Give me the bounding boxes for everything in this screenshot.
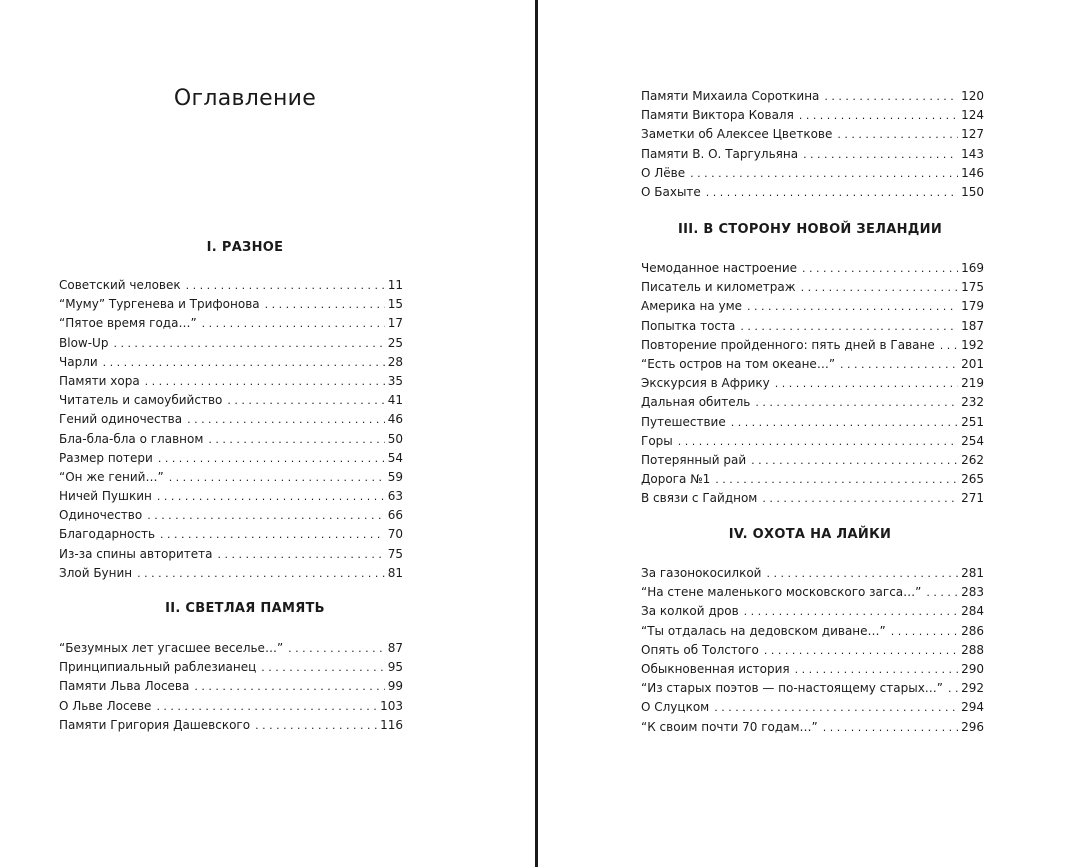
- toc-entry-page-number: 201: [961, 356, 984, 371]
- toc-entry-title: “Из старых поэтов — по-настоящему старых…”: [641, 681, 944, 696]
- toc-entry-title: Размер потери: [59, 450, 153, 465]
- toc-entry-page-number: 28: [387, 354, 403, 369]
- dot-leader: [799, 106, 958, 125]
- dot-leader: [762, 489, 958, 508]
- toc-entry-page-number: 63: [387, 489, 403, 504]
- toc-title: Оглавление: [173, 86, 317, 111]
- toc-entry-page-number: 294: [961, 700, 984, 715]
- toc-entry: [59, 372, 403, 391]
- toc-entry-title: Из-за спины авторитета: [59, 546, 213, 561]
- toc-entry: [641, 374, 984, 393]
- dot-leader: [288, 639, 385, 658]
- toc-entry-title: О Лёве: [641, 165, 686, 180]
- toc-entry: [641, 183, 984, 202]
- toc-entry-title: О Слуцком: [641, 700, 710, 715]
- dot-leader: [706, 183, 958, 202]
- dot-leader: [837, 125, 958, 144]
- toc-entry: [641, 489, 984, 508]
- toc-entry: [59, 545, 403, 564]
- toc-entry: [59, 564, 403, 583]
- dot-leader: [802, 259, 958, 278]
- toc-entry-page-number: 127: [961, 127, 984, 142]
- toc-entry-title: “Пятое время года…”: [59, 316, 197, 331]
- toc-entry-title: Памяти Виктора Коваля: [641, 108, 794, 123]
- toc-entry-page-number: 87: [387, 641, 403, 655]
- toc-entry-title: Повторение пройденного: пять дней в Гаване: [641, 337, 935, 352]
- toc-entry-title: Горы: [641, 433, 673, 448]
- toc-entry: [59, 639, 403, 658]
- dot-leader: [824, 87, 958, 106]
- toc-entry-page-number: 286: [961, 623, 984, 638]
- toc-entry-page-number: 146: [961, 165, 984, 180]
- toc-entry-page-number: 254: [961, 433, 984, 448]
- toc-entry: [641, 164, 984, 183]
- dot-leader: [261, 658, 384, 677]
- toc-entry-page-number: 175: [961, 280, 984, 295]
- dot-leader: [801, 278, 959, 297]
- toc-entry-page-number: 284: [961, 604, 984, 619]
- dot-leader: [202, 314, 385, 333]
- right-page: [540, 0, 1076, 867]
- dot-leader: [160, 525, 385, 544]
- dot-leader: [187, 410, 385, 429]
- toc-entry: [59, 353, 403, 372]
- dot-leader: [715, 470, 958, 489]
- toc-entry: [59, 314, 403, 333]
- toc-entry: [641, 432, 984, 451]
- toc-entry: [641, 698, 984, 717]
- toc-entry-page-number: 35: [387, 373, 403, 388]
- toc-entry: [641, 278, 984, 297]
- toc-entry-title: Бла-бла-бла о главном: [59, 431, 204, 446]
- toc-entry-title: “Муму” Тургенева и Трифонова: [59, 297, 260, 312]
- dot-leader: [218, 545, 385, 564]
- toc-entry: [59, 468, 403, 487]
- toc-entry: [641, 145, 984, 164]
- section-1-entries: [59, 276, 403, 583]
- toc-entry-title: Советский человек: [59, 278, 181, 292]
- toc-entry: [59, 525, 403, 544]
- toc-entry-title: “Он же гений…”: [59, 469, 164, 484]
- toc-entry-title: Потерянный рай: [641, 452, 747, 467]
- book-spine: [535, 0, 538, 867]
- dot-leader: [731, 413, 958, 432]
- toc-entry-page-number: 120: [961, 89, 984, 103]
- toc-entry: [59, 716, 403, 735]
- dot-leader: [678, 432, 958, 451]
- toc-entry-page-number: 75: [387, 546, 403, 561]
- toc-entry-title: О Бахыте: [641, 184, 701, 199]
- dot-leader: [747, 297, 958, 316]
- toc-entry-title: Дорога №1: [641, 472, 711, 487]
- toc-entry-page-number: 292: [961, 681, 984, 696]
- toc-entry-title: Путешествие: [641, 414, 726, 429]
- dot-leader: [255, 716, 377, 735]
- toc-entry-page-number: 124: [961, 108, 984, 123]
- dot-leader: [113, 334, 384, 353]
- toc-entry: [641, 679, 984, 698]
- toc-entry-title: Читатель и самоубийство: [59, 393, 223, 408]
- toc-entry-title: Опять об Толстого: [641, 642, 759, 657]
- toc-entry: [59, 391, 403, 410]
- toc-entry: [641, 106, 984, 125]
- toc-entry: [59, 449, 403, 468]
- toc-entry-page-number: 169: [961, 261, 984, 275]
- toc-entry: [641, 125, 984, 144]
- toc-entry: [59, 658, 403, 677]
- toc-entry: [59, 487, 403, 506]
- section-heading-2: II. СВЕТЛАЯ ПАМЯТЬ: [165, 601, 325, 616]
- toc-entry: [641, 413, 984, 432]
- toc-entry-title: За колкой дров: [641, 604, 739, 619]
- toc-entry-page-number: 192: [961, 337, 984, 352]
- section-heading-1: I. РАЗНОЕ: [206, 240, 284, 255]
- dot-leader: [690, 164, 958, 183]
- toc-entry-page-number: 81: [387, 565, 403, 580]
- toc-entry-title: Ничей Пушкин: [59, 489, 152, 504]
- dot-leader: [227, 391, 384, 410]
- toc-entry-title: Америка на уме: [641, 299, 743, 314]
- dot-leader: [803, 145, 958, 164]
- toc-entry-title: Писатель и километраж: [641, 280, 796, 295]
- dot-leader: [158, 449, 385, 468]
- toc-entry-page-number: 251: [961, 414, 984, 429]
- toc-entry-page-number: 290: [961, 661, 984, 676]
- toc-entry: [641, 470, 984, 489]
- dot-leader: [156, 697, 377, 716]
- toc-entry-title: О Льве Лосеве: [59, 698, 152, 713]
- toc-entry-page-number: 116: [380, 717, 403, 732]
- toc-entry-page-number: 150: [961, 184, 984, 199]
- section-heading-3: III. В СТОРОНУ НОВОЙ ЗЕЛАНДИИ: [677, 222, 943, 237]
- toc-entry: [59, 697, 403, 716]
- dot-leader: [795, 660, 958, 679]
- dot-leader: [891, 622, 958, 641]
- toc-entry-page-number: 59: [387, 469, 403, 484]
- dot-leader: [145, 372, 385, 391]
- dot-leader: [766, 564, 958, 583]
- toc-entry: [59, 276, 403, 295]
- toc-entry-page-number: 219: [961, 376, 984, 391]
- toc-entry-page-number: 11: [387, 278, 403, 292]
- dot-leader: [940, 336, 958, 355]
- toc-entry-page-number: 15: [387, 297, 403, 312]
- toc-entry-page-number: 46: [387, 412, 403, 427]
- toc-entry-page-number: 179: [961, 299, 984, 314]
- toc-entry: [641, 564, 984, 583]
- toc-entry-page-number: 95: [387, 660, 403, 675]
- toc-entry-title: “Безумных лет угасшее веселье…”: [59, 641, 284, 655]
- toc-entry-title: Памяти В. О. Таргульяна: [641, 146, 799, 161]
- toc-entry: [641, 317, 984, 336]
- toc-entry-page-number: 262: [961, 452, 984, 467]
- toc-entry-title: Заметки об Алексее Цветкове: [641, 127, 833, 142]
- toc-entry: [641, 297, 984, 316]
- toc-entry-page-number: 50: [387, 431, 403, 446]
- toc-entry-title: Дальная обитель: [641, 395, 751, 410]
- dot-leader: [840, 355, 958, 374]
- toc-entry: [641, 583, 984, 602]
- toc-entry-page-number: 66: [387, 508, 403, 523]
- toc-entry-title: Обыкновенная история: [641, 661, 790, 676]
- toc-entry-title: “Ты отдалась на дедовском диване…”: [641, 623, 886, 638]
- toc-entry: [641, 451, 984, 470]
- toc-entry-title: Принципиальный раблезианец: [59, 660, 257, 675]
- toc-entry-title: Blow-Up: [59, 335, 109, 350]
- toc-entry: [59, 677, 403, 696]
- section-2-entries-part-2: [641, 87, 984, 202]
- section-2-entries-part-1: [59, 639, 403, 735]
- toc-entry-page-number: 17: [387, 316, 403, 331]
- toc-entry: [59, 506, 403, 525]
- toc-entry-page-number: 265: [961, 472, 984, 487]
- toc-entry: [59, 430, 403, 449]
- toc-entry-page-number: 283: [961, 585, 984, 600]
- toc-entry-page-number: 99: [387, 679, 403, 694]
- toc-entry: [641, 660, 984, 679]
- dot-leader: [764, 641, 958, 660]
- toc-entry-page-number: 296: [961, 719, 984, 734]
- toc-entry-page-number: 103: [380, 698, 403, 713]
- dot-leader: [265, 295, 385, 314]
- toc-entry-title: Памяти Льва Лосева: [59, 679, 190, 694]
- toc-entry-page-number: 54: [387, 450, 403, 465]
- toc-entry-title: Памяти Григория Дашевского: [59, 717, 251, 732]
- left-page: [0, 0, 536, 867]
- toc-entry: [641, 393, 984, 412]
- dot-leader: [186, 276, 385, 295]
- toc-entry-page-number: 41: [387, 393, 403, 408]
- dot-leader: [751, 451, 958, 470]
- toc-entry: [641, 602, 984, 621]
- toc-entry: [59, 295, 403, 314]
- dot-leader: [948, 679, 958, 698]
- dot-leader: [744, 602, 958, 621]
- dot-leader: [208, 430, 384, 449]
- dot-leader: [775, 374, 958, 393]
- toc-entry-title: Злой Бунин: [59, 565, 133, 580]
- toc-entry-page-number: 143: [961, 146, 984, 161]
- toc-entry-page-number: 25: [387, 335, 403, 350]
- toc-entry-title: Памяти хора: [59, 373, 140, 388]
- toc-entry: [641, 87, 984, 106]
- section-4-entries: [641, 564, 984, 737]
- toc-entry-title: Памяти Михаила Сороткина: [641, 89, 820, 103]
- toc-entry-title: Одиночество: [59, 508, 143, 523]
- toc-entry-page-number: 271: [961, 491, 984, 506]
- section-heading-4: IV. ОХОТА НА ЛАЙКИ: [728, 527, 892, 542]
- dot-leader: [926, 583, 958, 602]
- toc-entry: [59, 334, 403, 353]
- toc-entry-title: Попытка тоста: [641, 318, 736, 333]
- dot-leader: [169, 468, 385, 487]
- toc-entry: [641, 718, 984, 737]
- section-3-entries: [641, 259, 984, 508]
- toc-entry-page-number: 187: [961, 318, 984, 333]
- toc-entry-page-number: 281: [961, 566, 984, 580]
- toc-entry-title: Благодарность: [59, 527, 156, 542]
- toc-entry-title: “К своим почти 70 годам…”: [641, 719, 818, 734]
- toc-entry-title: Гений одиночества: [59, 412, 183, 427]
- dot-leader: [194, 677, 384, 696]
- dot-leader: [103, 353, 385, 372]
- dot-leader: [157, 487, 385, 506]
- toc-entry-title: За газонокосилкой: [641, 566, 762, 580]
- dot-leader: [714, 698, 958, 717]
- toc-entry-title: Экскурсия в Африку: [641, 376, 770, 391]
- toc-entry: [641, 622, 984, 641]
- dot-leader: [740, 317, 958, 336]
- toc-entry-page-number: 70: [387, 527, 403, 542]
- dot-leader: [137, 564, 385, 583]
- toc-entry: [641, 641, 984, 660]
- toc-entry-page-number: 288: [961, 642, 984, 657]
- toc-entry-title: Чарли: [59, 354, 98, 369]
- toc-entry: [641, 259, 984, 278]
- dot-leader: [755, 393, 958, 412]
- toc-entry: [641, 355, 984, 374]
- toc-entry-title: “Есть остров на том океане…”: [641, 356, 836, 371]
- toc-entry-title: “На стене маленького московского загса…”: [641, 585, 922, 600]
- dot-leader: [823, 718, 958, 737]
- toc-entry: [641, 336, 984, 355]
- dot-leader: [147, 506, 385, 525]
- toc-entry-title: В связи с Гайдном: [641, 491, 758, 506]
- toc-entry: [59, 410, 403, 429]
- toc-entry-page-number: 232: [961, 395, 984, 410]
- toc-entry-title: Чемоданное настроение: [641, 261, 798, 275]
